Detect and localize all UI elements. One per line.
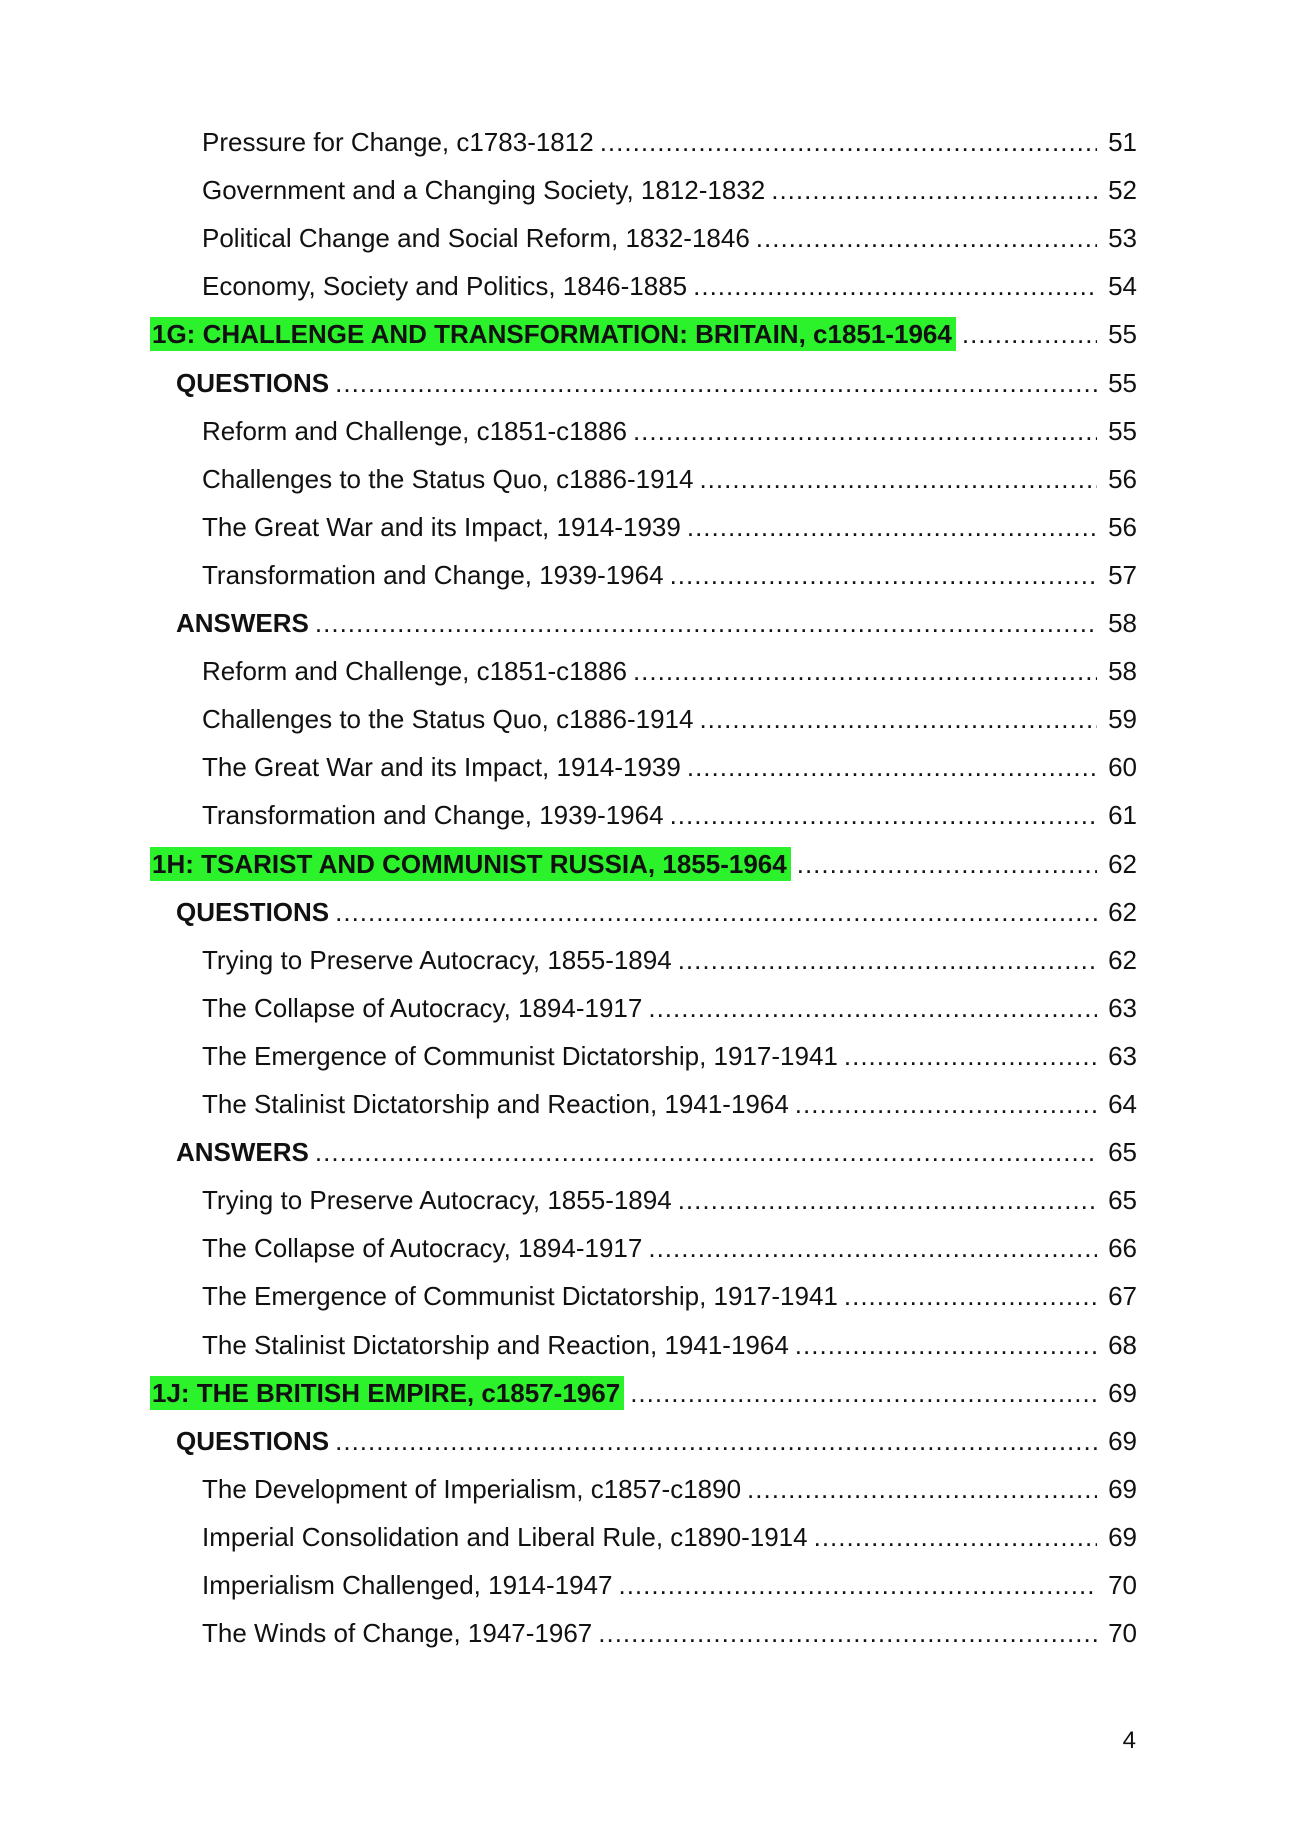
toc-entry-label: QUESTIONS [176,896,330,927]
toc-entry[interactable] [202,266,1137,306]
toc-entry-label: Challenges to the Status Quo, c1886-1914 [202,704,694,735]
toc-entry-label: The Great War and its Impact, 1914-1939 [202,511,681,542]
toc-entry[interactable] [202,747,1137,787]
toc-entry-label: 1G: CHALLENGE AND TRANSFORMATION: BRITAIN, c1851-1964 [150,317,956,351]
dot-leader [844,1280,1097,1312]
toc-entry-label: Transformation and Change, 1939-1964 [202,559,664,590]
toc-entry-label: The Winds of Change, 1947-1967 [202,1618,593,1649]
toc-entry-page-number: 58 [1108,608,1137,638]
toc-entry[interactable] [202,1084,1137,1124]
dot-leader [315,607,1097,639]
toc-entry-label: QUESTIONS [176,1425,330,1456]
dot-leader [687,751,1097,783]
toc-entry-label: Trying to Preserve Autocracy, 1855-1894 [202,944,672,975]
toc-entry-page-number: 69 [1108,1377,1137,1408]
toc-entry-label: Challenges to the Status Quo, c1886-1914 [202,463,694,494]
toc-subsection-heading[interactable] [176,363,1137,403]
dot-leader [598,1617,1097,1649]
toc-entry-label: Trying to Preserve Autocracy, 1855-1894 [202,1185,672,1216]
toc-entry-page-number: 56 [1108,463,1137,494]
toc-entry-page-number: 58 [1108,656,1137,687]
toc-subsection-heading[interactable] [176,1421,1137,1461]
toc-entry-label: QUESTIONS [176,367,330,398]
toc-entry[interactable] [202,170,1137,210]
dot-leader [630,1377,1097,1409]
dot-leader [633,655,1097,687]
page-number: 4 [1122,1727,1136,1754]
dot-leader [678,1184,1097,1216]
toc-entry-page-number: 63 [1108,1040,1137,1071]
toc-entry-label: The Stalinist Dictatorship and Reaction, 1941-1964 [202,1329,789,1360]
toc-entry[interactable] [202,1517,1137,1557]
toc-entry-page-number: 62 [1108,896,1137,927]
dot-leader [670,559,1097,591]
toc-entry-page-number: 59 [1108,704,1137,735]
toc-entry[interactable] [202,699,1137,739]
toc-entry[interactable] [202,1228,1137,1268]
toc-entry[interactable] [202,507,1137,547]
toc-entry-page-number: 57 [1108,559,1137,590]
toc-entry[interactable] [202,1565,1137,1605]
toc-entry-page-number: 66 [1108,1233,1137,1264]
toc-entry[interactable] [202,459,1137,499]
toc-entry-page-number: 51 [1108,127,1137,157]
toc-subsection-heading[interactable] [176,1132,1137,1172]
toc-entry-page-number: 61 [1108,800,1137,831]
dot-leader [693,270,1097,302]
toc-entry[interactable] [202,988,1137,1028]
toc-entry-label: Imperial Consolidation and Liberal Rule, c1890-1914 [202,1521,808,1552]
toc-entry-page-number: 53 [1108,223,1137,254]
toc-entry-label: Reform and Challenge, c1851-c1886 [202,415,627,446]
dot-leader [335,1425,1097,1457]
toc-entry-page-number: 65 [1108,1185,1137,1216]
toc-entry-page-number: 52 [1108,175,1137,206]
toc-entry-label: The Stalinist Dictatorship and Reaction, 1941-1964 [202,1089,789,1119]
dot-leader [747,1473,1097,1505]
toc-entry-page-number: 55 [1108,415,1137,446]
toc-entry-page-number: 62 [1108,848,1137,879]
dot-leader [795,1329,1097,1361]
toc-entry-page-number: 56 [1108,511,1137,542]
dot-leader [699,463,1097,495]
toc-entry[interactable] [202,651,1137,691]
dot-leader [814,1521,1097,1553]
toc-entry-label: Transformation and Change, 1939-1964 [202,800,664,831]
toc-entry[interactable] [202,411,1137,451]
toc-entry-label: The Emergence of Communist Dictatorship, 1917-1941 [202,1281,838,1312]
toc-entry-label: The Collapse of Autocracy, 1894-1917 [202,992,643,1023]
toc-entry-page-number: 68 [1108,1329,1137,1360]
toc-entry[interactable] [202,1276,1137,1316]
toc-section-heading[interactable] [150,844,1137,884]
dot-leader [687,511,1097,543]
toc-entry-label: Imperialism Challenged, 1914-1947 [202,1570,613,1600]
toc-entry-page-number: 60 [1108,752,1137,783]
toc-entry-label: 1H: TSARIST AND COMMUNIST RUSSIA, 1855-1964 [150,847,791,881]
toc-entry-label: Pressure for Change, c1783-1812 [202,127,594,157]
toc-entry-label: The Development of Imperialism, c1857-c1890 [202,1473,742,1504]
toc-entry-label: Political Change and Social Reform, 1832-1846 [202,223,750,254]
dot-leader [699,703,1097,735]
toc-entry[interactable] [202,1325,1137,1365]
toc-entry[interactable] [202,122,1137,162]
toc-entry-label: The Great War and its Impact, 1914-1939 [202,752,681,783]
toc-entry-page-number: 67 [1108,1281,1137,1312]
toc-entry[interactable] [202,218,1137,258]
dot-leader [756,222,1097,254]
dot-leader [335,367,1097,399]
dot-leader [771,174,1097,206]
toc-section-heading[interactable] [150,314,1137,354]
dot-leader [618,1569,1097,1601]
toc-entry[interactable] [202,1613,1137,1653]
toc-subsection-heading[interactable] [176,603,1137,643]
toc-entry-label: Government and a Changing Society, 1812-1832 [202,175,766,206]
toc-entry-page-number: 64 [1108,1089,1137,1119]
dot-leader [648,1232,1097,1264]
toc-entry-page-number: 69 [1108,1521,1137,1552]
toc-entry-label: Economy, Society and Politics, 1846-1885 [202,271,688,302]
toc-entry-label: 1J: THE BRITISH EMPIRE, c1857-1967 [150,1376,624,1410]
toc-entry-page-number: 55 [1108,367,1137,398]
toc-entry[interactable] [202,1180,1137,1220]
dot-leader [797,848,1097,880]
toc-entry-page-number: 63 [1108,992,1137,1023]
toc-entry[interactable] [202,795,1137,835]
toc-entry-page-number: 62 [1108,944,1137,975]
dot-leader [678,944,1097,976]
toc-entry[interactable] [202,1036,1137,1076]
toc-subsection-heading[interactable] [176,892,1137,932]
toc-entry-label: ANSWERS [176,1137,309,1168]
toc-entry[interactable] [202,1469,1137,1509]
dot-leader [670,799,1097,831]
toc-entry-page-number: 70 [1108,1618,1137,1649]
toc-entry-page-number: 55 [1108,319,1137,350]
toc-entry-page-number: 65 [1108,1137,1137,1168]
dot-leader [648,992,1097,1024]
toc-entry-label: The Collapse of Autocracy, 1894-1917 [202,1233,643,1264]
dot-leader [633,415,1097,447]
toc-entry-label: Reform and Challenge, c1851-c1886 [202,656,627,687]
toc-entry-label: The Emergence of Communist Dictatorship, 1917-1941 [202,1040,838,1071]
toc-entry[interactable] [202,940,1137,980]
dot-leader [962,318,1097,350]
toc-entry-page-number: 69 [1108,1425,1137,1456]
dot-leader [844,1040,1097,1072]
toc-section-heading[interactable] [150,1373,1137,1413]
dot-leader [315,1136,1097,1168]
dot-leader [600,126,1097,158]
dot-leader [795,1088,1097,1120]
toc-entry-page-number: 69 [1108,1473,1137,1504]
toc-entry-page-number: 54 [1108,271,1137,302]
toc-entry[interactable] [202,555,1137,595]
dot-leader [335,896,1097,928]
toc-entry-label: ANSWERS [176,608,309,638]
toc-entry-page-number: 70 [1108,1570,1137,1600]
